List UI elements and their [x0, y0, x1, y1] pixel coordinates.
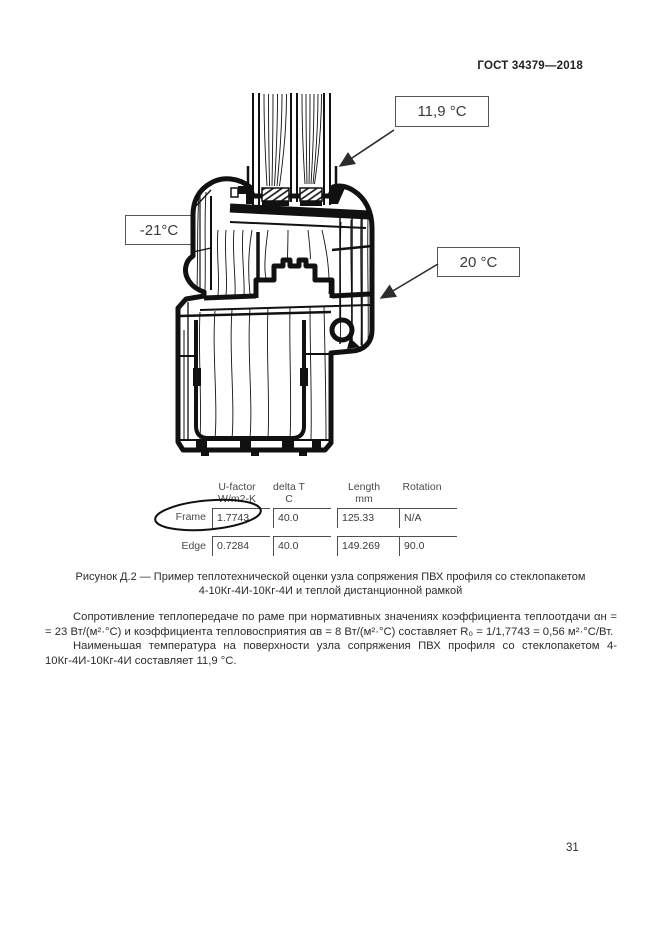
cell-frame-rotation: N/A — [399, 508, 457, 528]
cell-edge-rotation: 90.0 — [399, 536, 457, 556]
outside-air-temp-label: -21°C — [125, 215, 193, 245]
page-header-gost-number: ГОСТ 34379—2018 — [477, 60, 583, 72]
paragraph-min-temperature: Наименьшая температура на поверхности узла сопряжения ПВХ профиля со стеклопакетом 4-10Кг-4И-10Кг-4И составляет 11,9 °С. — [45, 640, 617, 667]
cell-frame-ufactor: 1.7743 — [212, 508, 270, 528]
row-label-edge: Edge — [181, 540, 206, 552]
col-header-ufactor: U-factor W/m2-K — [218, 481, 256, 505]
glass-surface-temp-label: 11,9 °C — [395, 96, 489, 127]
cell-edge-ufactor: 0.7284 — [212, 536, 270, 556]
paragraph-resistance-line2: = 23 Вт/(м²·°С) и коэффициента тепловосприятия αв = 8 Вт/(м²·°С) составляет R₀ = 1/1,7743 = 0,56 м²·°С/Вт. — [45, 625, 614, 638]
col-header-deltat: delta T C — [273, 481, 305, 505]
page-number: 31 — [566, 842, 579, 854]
col-header-rotation: Rotation — [402, 481, 442, 493]
row-label-frame: Frame — [175, 511, 206, 523]
inside-air-temp-label: 20 °C — [437, 247, 520, 277]
figure-caption-line1: Рисунок Д.2 — Пример теплотехнической оценки узла сопряжения ПВХ профиля со стеклопакетом — [75, 571, 586, 583]
paragraph-resistance-line1: Сопротивление теплопередаче по раме при нормативных значениях коэффициента теплоотдачи αн = — [73, 611, 617, 623]
col-header-length: Length mm — [347, 481, 381, 505]
cell-frame-deltat: 40.0 — [273, 508, 331, 528]
cell-edge-deltat: 40.0 — [273, 536, 331, 556]
cell-frame-length: 125.33 — [337, 508, 399, 528]
figure-caption-line2: 4-10Кг-4И-10Кг-4И и теплой дистанционной рамкой — [198, 584, 463, 597]
cell-edge-length: 149.269 — [337, 536, 399, 556]
